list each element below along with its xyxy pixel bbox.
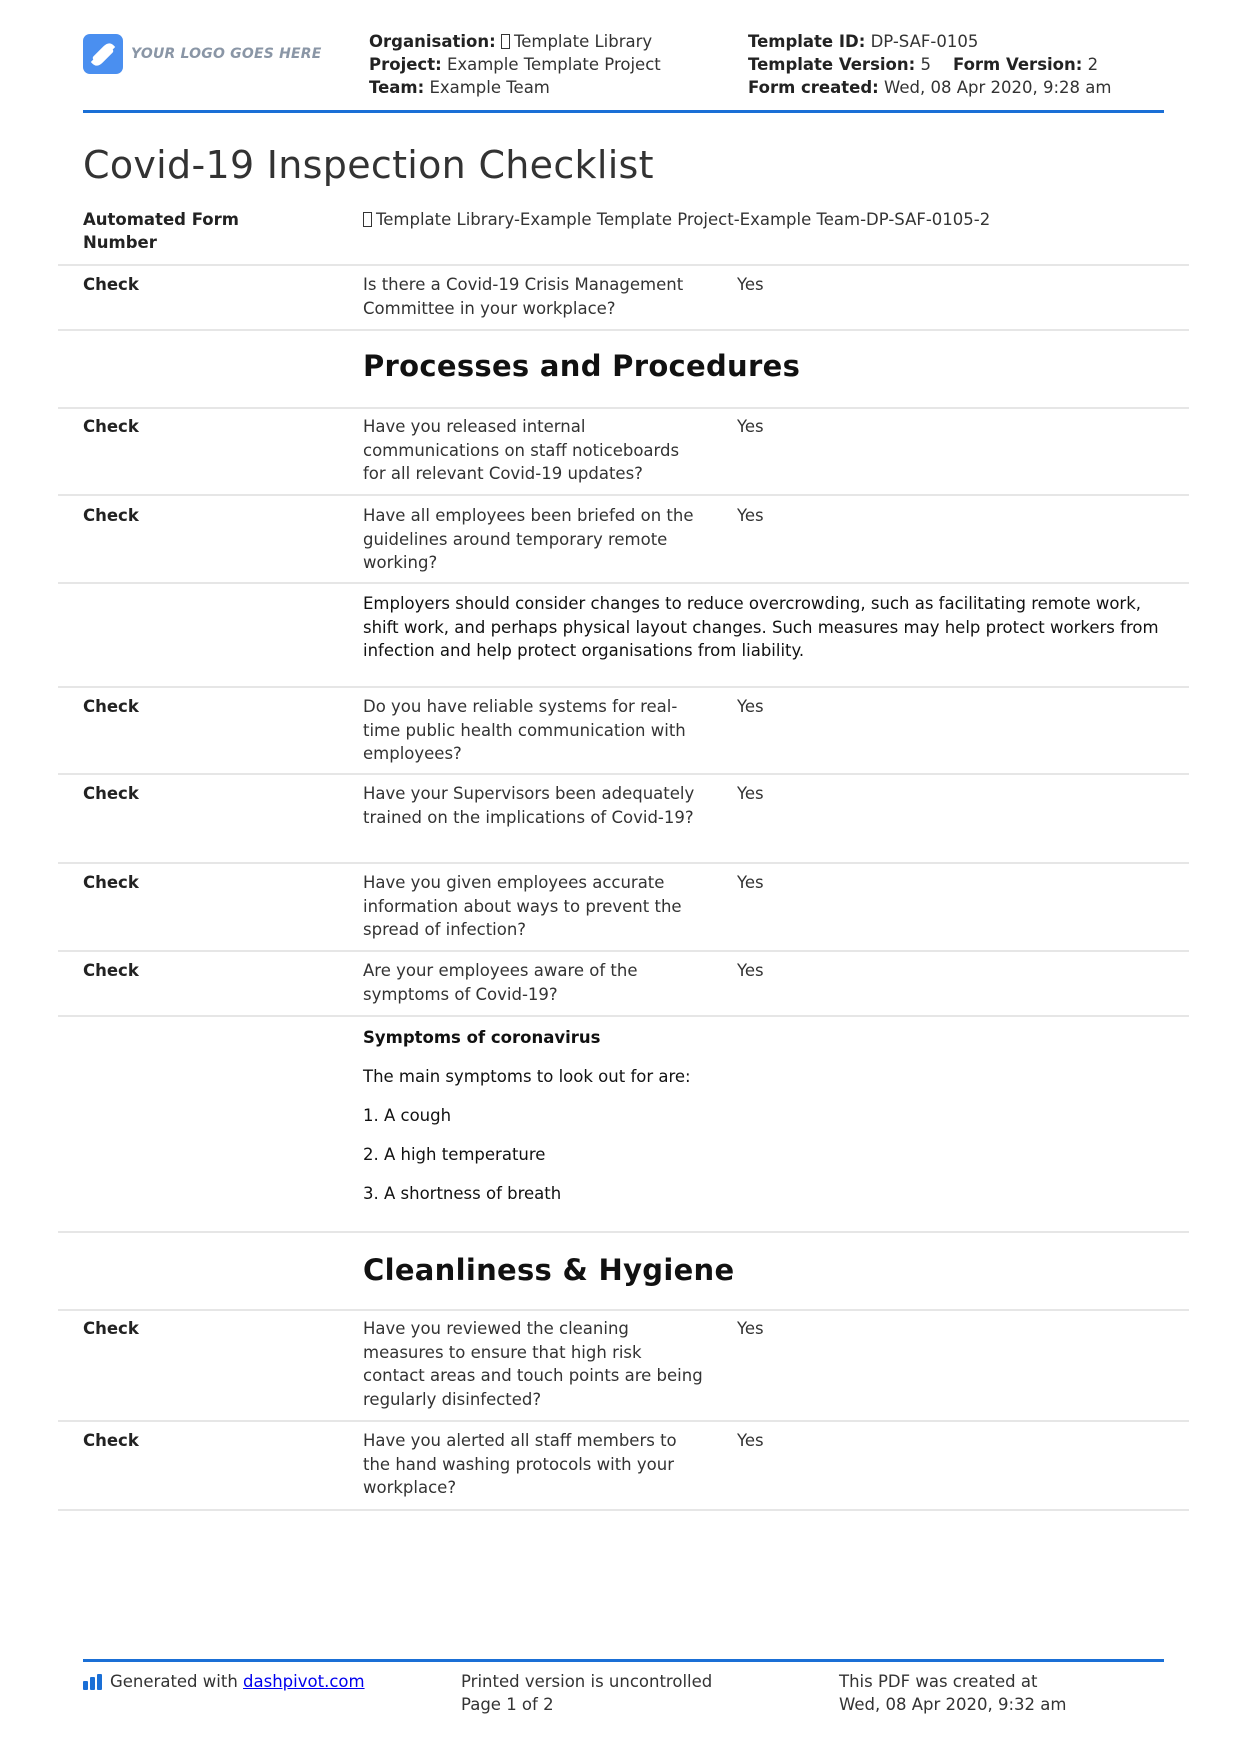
logo-text: YOUR LOGO GOES HERE <box>131 46 322 62</box>
row-label: Check <box>83 697 139 716</box>
form-number-label: Automated Form Number <box>83 210 239 252</box>
checklist-row <box>58 266 1189 331</box>
header-divider <box>83 110 1164 113</box>
organisation-label: Organisation: <box>369 32 496 51</box>
team-value: Example Team <box>429 78 550 97</box>
page-header <box>83 30 1164 112</box>
section-heading: Processes and Procedures <box>363 349 801 383</box>
row-answer: Yes <box>737 1431 764 1450</box>
header-meta-left <box>369 30 661 99</box>
dashpivot-link[interactable]: dashpivot.com <box>243 1672 365 1691</box>
row-label: Check <box>83 506 139 525</box>
generated-text: Generated with <box>110 1672 238 1691</box>
checklist-row <box>58 952 1189 1017</box>
row-answer: Yes <box>737 961 764 980</box>
row-question: Have you released internal communications on staff noticeboards for all relevant Covid-19 updates? <box>363 417 680 483</box>
company-logo <box>83 34 322 74</box>
print-status <box>461 1670 712 1716</box>
template-version-label: Template Version: <box>748 55 916 74</box>
team-label: Team: <box>369 78 425 97</box>
form-version-value: 2 <box>1087 55 1099 74</box>
checklist-row <box>58 1422 1189 1511</box>
row-label: Check <box>83 275 139 294</box>
row-label: Check <box>83 1431 139 1450</box>
pdf-created-value: Wed, 08 Apr 2020, 9:32 am <box>839 1695 1067 1714</box>
form-version-label: Form Version: <box>952 55 1083 74</box>
template-version-value: 5 <box>920 55 931 74</box>
logo-icon <box>83 34 123 74</box>
row-label: Check <box>83 784 139 803</box>
row-question: Do you have reliable systems for real-time public health communication with employees? <box>363 697 686 763</box>
row-question: Are your employees aware of the symptoms of Covid-19? <box>363 961 638 1004</box>
row-question: Is there a Covid-19 Crisis Management Committee in your workplace? <box>363 275 684 318</box>
checklist-row <box>58 775 1189 864</box>
footer-divider <box>83 1659 1164 1662</box>
organisation-value: Template Library <box>513 32 653 51</box>
checklist-row <box>58 496 1189 584</box>
guidance-note: Employers should consider changes to reduce overcrowding, such as facilitating remote work, shift work, and perhaps physical layout changes. Such measures may help protect workers from infection and help protect organisations from liability. <box>363 594 1159 660</box>
row-question: Have all employees been briefed on the guidelines around temporary remote working? <box>363 506 694 572</box>
header-meta-right <box>748 30 1111 99</box>
form-created-value: Wed, 08 Apr 2020, 9:28 am <box>884 78 1112 97</box>
page-number: Page 1 of 2 <box>461 1695 554 1714</box>
note-row <box>58 584 1189 688</box>
missing-glyph-icon <box>363 212 372 227</box>
page-title: Covid-19 Inspection Checklist <box>83 143 654 187</box>
checklist-row <box>58 864 1189 952</box>
dashpivot-icon <box>83 1674 102 1690</box>
checklist-row <box>58 688 1189 775</box>
section-header-row <box>58 331 1189 409</box>
generated-with <box>83 1670 365 1693</box>
row-answer: Yes <box>737 784 764 803</box>
symptoms-note-row <box>58 1017 1189 1233</box>
row-question: Have you reviewed the cleaning measures to ensure that high risk contact areas and touch points are being regularly disinfected? <box>363 1319 703 1409</box>
row-question: Have you alerted all staff members to the hand washing protocols with your workplace? <box>363 1431 677 1497</box>
row-question: Have you given employees accurate information about ways to prevent the spread of infection? <box>363 873 682 939</box>
checklist-row <box>58 1311 1189 1422</box>
form-created-label: Form created: <box>748 78 879 97</box>
section-header-row <box>58 1233 1189 1311</box>
project-label: Project: <box>369 55 442 74</box>
project-value: Example Template Project <box>446 55 661 74</box>
row-answer: Yes <box>737 506 764 525</box>
row-label: Check <box>83 961 139 980</box>
missing-glyph-icon <box>501 34 510 49</box>
symptom-item: 1. A cough <box>363 1106 452 1125</box>
symptoms-title: Symptoms of coronavirus <box>363 1028 601 1047</box>
pdf-created <box>839 1670 1066 1716</box>
symptoms-note <box>363 1026 1163 1221</box>
row-answer: Yes <box>737 417 764 436</box>
template-id-label: Template ID: <box>748 32 866 51</box>
row-answer: Yes <box>737 275 764 294</box>
form-number-text: Template Library-Example Template Project-Example Team-DP-SAF-0105-2 <box>376 210 991 229</box>
template-id-value: DP-SAF-0105 <box>870 32 979 51</box>
row-question: Have your Supervisors been adequately trained on the implications of Covid-19? <box>363 784 695 827</box>
symptom-item: 2. A high temperature <box>363 1145 546 1164</box>
row-answer: Yes <box>737 1319 764 1338</box>
symptoms-intro: The main symptoms to look out for are: <box>363 1067 691 1086</box>
row-label: Check <box>83 873 139 892</box>
section-heading: Cleanliness & Hygiene <box>363 1253 735 1287</box>
form-number-value <box>363 208 1163 232</box>
form-number-row <box>58 204 1189 266</box>
row-label: Check <box>83 1319 139 1338</box>
checklist-row <box>58 409 1189 496</box>
uncontrolled-notice: Printed version is uncontrolled <box>461 1672 713 1691</box>
row-answer: Yes <box>737 697 764 716</box>
pdf-created-label: This PDF was created at <box>839 1672 1038 1691</box>
row-answer: Yes <box>737 873 764 892</box>
symptom-item: 3. A shortness of breath <box>363 1184 562 1203</box>
row-label: Check <box>83 417 139 436</box>
